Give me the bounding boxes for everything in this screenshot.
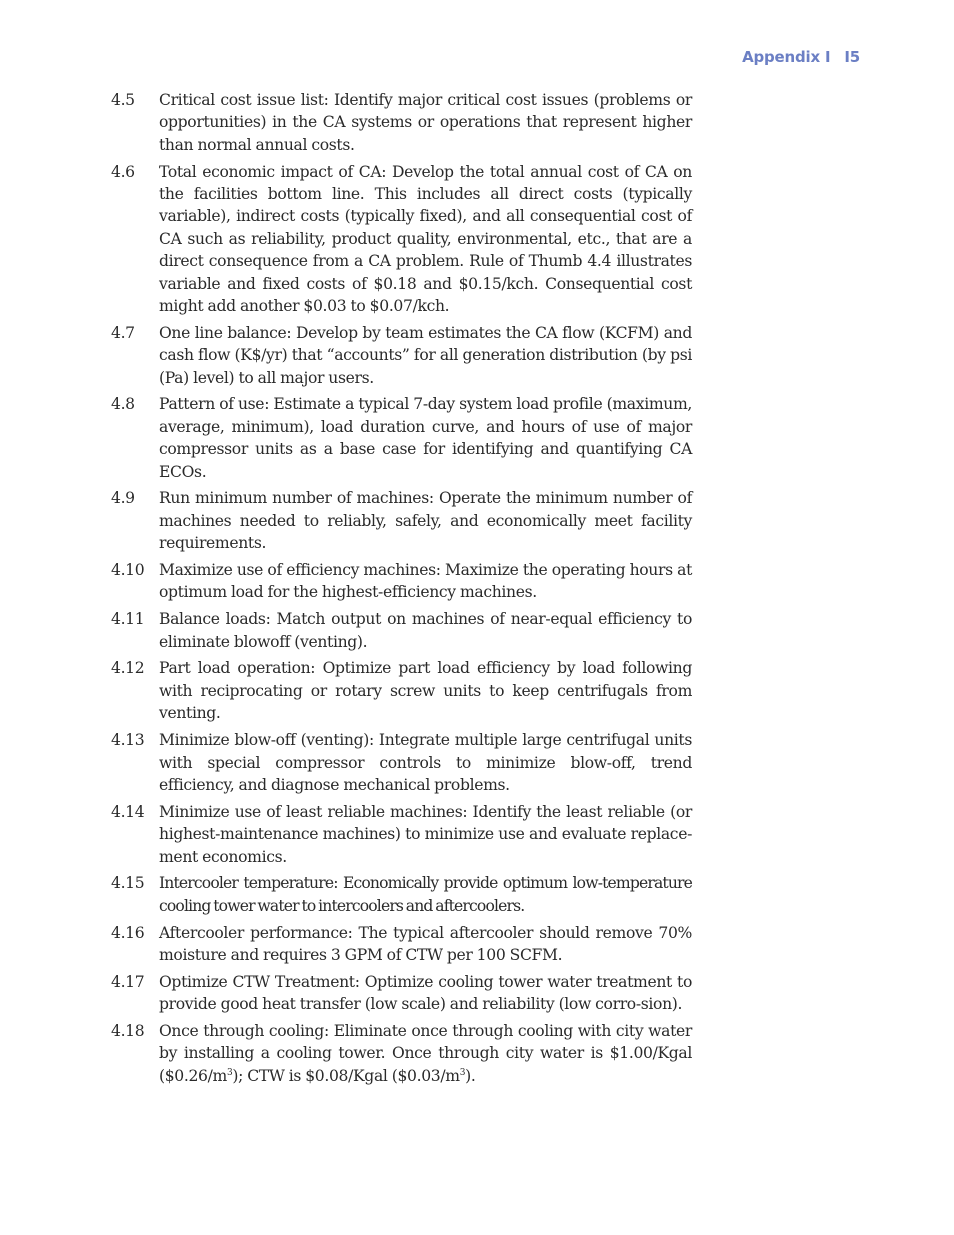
- item-text: [159, 1020, 692, 1087]
- item-number: 4.13: [111, 731, 145, 750]
- running-header: [742, 48, 860, 66]
- list-item: [111, 801, 692, 868]
- item-text: Total economic impact of CA: Develop the total annual cost of CA on the facilities bottom line. This includes all direct costs (typically variable), indirect costs (typically fixed), and all consequential cost of CA such as reliability, product quality, environmental, etc., that are a direct consequence from a CA problem. Rule of Thumb 4.4 illustrates variable and fixed costs of $0.18 and $0.15/kch. Consequential cost might add another $0.03 to $0.07/kch.: [159, 162, 692, 316]
- item-text-main: Once through cooling: Eliminate once through cooling with city water by installing a cooling tower. Once through city water is $1.00/Kgal ($0.26/m: [159, 1021, 692, 1085]
- item-number: 4.10: [111, 561, 145, 580]
- superscript: 3: [459, 1067, 466, 1078]
- list-item: [111, 393, 692, 483]
- section-title: Appendix I: [742, 48, 831, 66]
- item-number: 4.5: [111, 91, 135, 109]
- page-number: I5: [844, 48, 860, 66]
- item-number: 4.7: [111, 323, 135, 342]
- item-text: Aftercooler performance: The typical aftercooler should remove 70% moisture and requires 3 GPM of CTW per 100 SCFM.: [159, 923, 692, 964]
- item-number: 4.15: [111, 874, 145, 893]
- item-text: Optimize CTW Treatment: Optimize cooling tower water treatment to provide good heat transfer (low scale) and reliability (low corro-sion).: [159, 972, 692, 1014]
- item-text: Critical cost issue list: Identify major critical cost issues (problems or opportunities) in the CA systems or operations that represent higher than normal annual costs.: [159, 91, 692, 154]
- item-number: 4.17: [111, 972, 145, 991]
- list-item: [111, 657, 692, 724]
- numbered-list: [111, 89, 692, 1092]
- item-text: Maximize use of efficiency machines: Maximize the operating hours at optimum load for the highest-efficiency machines.: [159, 561, 692, 602]
- item-number: 4.16: [111, 923, 145, 942]
- item-number: 4.18: [111, 1021, 145, 1040]
- list-item: [111, 161, 692, 318]
- item-text: Intercooler temperature: Economically provide optimum low-temperature cooling tower water to intercoolers and aftercoolers.: [159, 874, 692, 915]
- list-item: [111, 89, 692, 156]
- item-text-end: ).: [465, 1066, 476, 1085]
- list-item: [111, 971, 692, 1016]
- item-number: 4.6: [111, 162, 135, 181]
- item-text-mid: ); CTW is $0.08/Kgal ($0.03/m: [232, 1066, 460, 1085]
- list-item: [111, 322, 692, 389]
- superscript: 3: [226, 1067, 233, 1078]
- item-text: Run minimum number of machines: Operate the minimum number of machines needed to reliably, safely, and economically meet facility requirements.: [159, 489, 692, 553]
- item-text: Minimize use of least reliable machines: Identify the least reliable (or highest-maintenance machines) to minimize use and evaluate replace-ment economics.: [159, 802, 692, 866]
- item-number: 4.14: [111, 802, 145, 821]
- item-number: 4.9: [111, 489, 135, 508]
- list-item: [111, 922, 692, 967]
- item-text: One line balance: Develop by team estimates the CA flow (KCFM) and cash flow (K$/yr) that “accounts” for all generation distribution (by psi (Pa) level) to all major users.: [159, 323, 692, 387]
- list-item: [111, 872, 692, 917]
- list-item: [111, 608, 692, 653]
- item-text: Balance loads: Match output on machines of near-equal efficiency to eliminate blowoff (venting).: [159, 610, 692, 651]
- item-number: 4.12: [111, 659, 145, 678]
- list-item: [111, 1020, 692, 1087]
- item-text: Part load operation: Optimize part load efficiency by load following with reciprocating or rotary screw units to keep centrifugals from venting.: [159, 659, 692, 723]
- list-item: [111, 487, 692, 554]
- list-item: [111, 559, 692, 604]
- item-number: 4.8: [111, 395, 135, 414]
- item-text: Minimize blow-off (venting): Integrate multiple large centrifugal units with special compressor controls to minimize blow-off, trend efficiency, and diagnose mechanical problems.: [159, 731, 692, 794]
- item-number: 4.11: [111, 610, 145, 629]
- item-text: Pattern of use: Estimate a typical 7-day system load profile (maximum, average, minimum), load duration curve, and hours of use of major compressor units as a base case for identifying and quantifying CA ECOs.: [159, 395, 692, 481]
- list-item: [111, 729, 692, 796]
